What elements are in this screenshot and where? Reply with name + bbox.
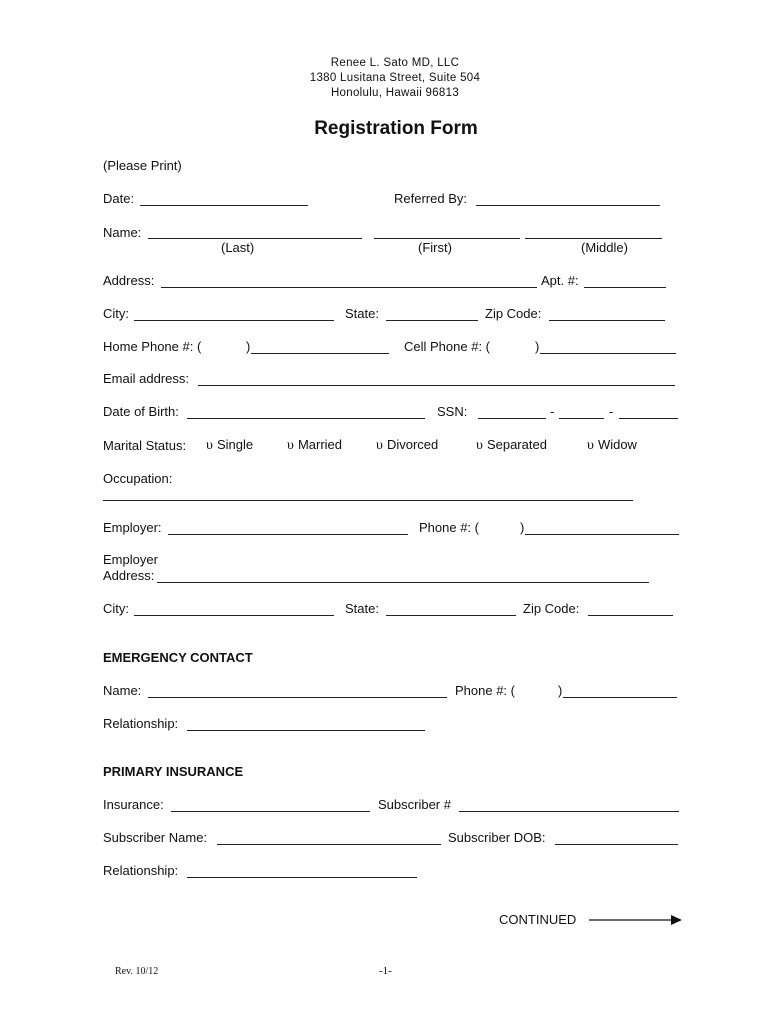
state-label: State: bbox=[345, 306, 379, 321]
home-phone-paren: ) bbox=[246, 339, 251, 354]
emergency-phone-label: Phone #: ( bbox=[455, 683, 515, 698]
continued-label: CONTINUED bbox=[499, 912, 577, 927]
employer-state-label: State: bbox=[345, 601, 379, 616]
employer-zip-field[interactable] bbox=[588, 615, 673, 616]
referred-by-field[interactable] bbox=[476, 205, 660, 206]
ssn-dash-1: - bbox=[550, 404, 555, 419]
emergency-name-field[interactable] bbox=[148, 697, 447, 698]
dob-label: Date of Birth: bbox=[103, 404, 179, 419]
apt-label: Apt. #: bbox=[541, 273, 579, 288]
last-name-field[interactable] bbox=[148, 238, 362, 239]
city-label: City: bbox=[103, 306, 129, 321]
subscriber-num-field[interactable] bbox=[459, 811, 679, 812]
emergency-heading: EMERGENCY CONTACT bbox=[103, 650, 253, 665]
revision-label: Rev. 10/12 bbox=[115, 966, 159, 977]
insurance-relationship-label: Relationship: bbox=[103, 863, 179, 878]
date-label: Date: bbox=[103, 191, 135, 206]
employer-phone-field[interactable] bbox=[525, 534, 679, 535]
marital-option-label: Widow bbox=[597, 437, 637, 452]
emergency-relationship-label: Relationship: bbox=[103, 716, 179, 731]
subscriber-name-field[interactable] bbox=[217, 844, 441, 845]
print-instruction: (Please Print) bbox=[103, 158, 182, 173]
emergency-phone-paren: ) bbox=[558, 683, 563, 698]
marital-option-label: Separated bbox=[486, 437, 547, 452]
ssn-field-2[interactable] bbox=[559, 418, 604, 419]
insurance-label: Insurance: bbox=[103, 797, 164, 812]
ssn-dash-2: - bbox=[609, 404, 614, 419]
emergency-relationship-field[interactable] bbox=[187, 730, 425, 731]
cell-phone-field[interactable] bbox=[540, 353, 676, 354]
form-title: Registration Form bbox=[314, 118, 478, 139]
radio-icon: υ bbox=[376, 438, 383, 453]
date-field[interactable] bbox=[140, 205, 308, 206]
occupation-field[interactable] bbox=[103, 500, 633, 501]
marital-option-label: Divorced bbox=[386, 437, 439, 452]
employer-address-field[interactable] bbox=[157, 582, 649, 583]
radio-icon: υ bbox=[476, 438, 483, 453]
middle-name-field[interactable] bbox=[525, 238, 662, 239]
cell-phone-paren: ) bbox=[535, 339, 540, 354]
employer-state-field[interactable] bbox=[386, 615, 516, 616]
insurance-relationship-field[interactable] bbox=[187, 877, 417, 878]
state-field[interactable] bbox=[386, 320, 478, 321]
employer-zip-label: Zip Code: bbox=[523, 601, 580, 616]
employer-address-label-2: Address: bbox=[103, 568, 155, 583]
first-name-field[interactable] bbox=[374, 238, 520, 239]
middle-caption: (Middle) bbox=[581, 240, 628, 255]
page-number: -1- bbox=[379, 965, 392, 977]
subscriber-name-label: Subscriber Name: bbox=[103, 830, 208, 845]
radio-icon: υ bbox=[587, 438, 594, 453]
marital-option-divorced[interactable] bbox=[376, 437, 438, 454]
apt-field[interactable] bbox=[584, 287, 666, 288]
right-arrow-icon bbox=[589, 913, 683, 927]
employer-city-field[interactable] bbox=[134, 615, 334, 616]
employer-label: Employer: bbox=[103, 520, 162, 535]
radio-icon: υ bbox=[206, 438, 213, 453]
marital-option-widow[interactable] bbox=[587, 437, 637, 454]
email-field[interactable] bbox=[198, 385, 675, 386]
marital-option-single[interactable] bbox=[206, 437, 253, 454]
subscriber-dob-field[interactable] bbox=[555, 844, 678, 845]
employer-field[interactable] bbox=[168, 534, 408, 535]
subscriber-dob-label: Subscriber DOB: bbox=[448, 830, 546, 845]
radio-icon: υ bbox=[287, 438, 294, 453]
employer-phone-label: Phone #: ( bbox=[419, 520, 479, 535]
first-caption: (First) bbox=[418, 240, 452, 255]
practice-street: 1380 Lusitana Street, Suite 504 bbox=[309, 72, 481, 84]
dob-field[interactable] bbox=[187, 418, 425, 419]
marital-option-separated[interactable] bbox=[476, 437, 547, 454]
ssn-field-3[interactable] bbox=[619, 418, 678, 419]
marital-option-label: Single bbox=[216, 437, 254, 452]
city-field[interactable] bbox=[134, 320, 334, 321]
occupation-label: Occupation: bbox=[103, 471, 173, 486]
ssn-label: SSN: bbox=[437, 404, 468, 419]
last-caption: (Last) bbox=[221, 240, 255, 255]
address-field[interactable] bbox=[161, 287, 537, 288]
home-phone-field[interactable] bbox=[251, 353, 389, 354]
zip-field[interactable] bbox=[549, 320, 665, 321]
home-phone-label: Home Phone #: ( bbox=[103, 339, 202, 354]
insurance-field[interactable] bbox=[171, 811, 370, 812]
email-label: Email address: bbox=[103, 371, 189, 386]
referred-by-label: Referred By: bbox=[394, 191, 467, 206]
marital-option-label: Married bbox=[297, 437, 343, 452]
employer-address-label-1: Employer bbox=[103, 552, 158, 567]
name-label: Name: bbox=[103, 225, 142, 240]
marital-option-married[interactable] bbox=[287, 437, 342, 454]
zip-label: Zip Code: bbox=[485, 306, 542, 321]
cell-phone-label: Cell Phone #: ( bbox=[404, 339, 490, 354]
employer-phone-paren: ) bbox=[520, 520, 525, 535]
ssn-field-1[interactable] bbox=[478, 418, 546, 419]
emergency-name-label: Name: bbox=[103, 683, 142, 698]
subscriber-num-label: Subscriber # bbox=[378, 797, 451, 812]
address-label: Address: bbox=[103, 273, 155, 288]
marital-status-label: Marital Status: bbox=[103, 438, 187, 453]
insurance-heading: PRIMARY INSURANCE bbox=[103, 764, 244, 779]
practice-city: Honolulu, Hawaii 96813 bbox=[330, 87, 460, 99]
employer-city-label: City: bbox=[103, 601, 129, 616]
practice-name: Renee L. Sato MD, LLC bbox=[330, 57, 460, 69]
emergency-phone-field[interactable] bbox=[563, 697, 677, 698]
